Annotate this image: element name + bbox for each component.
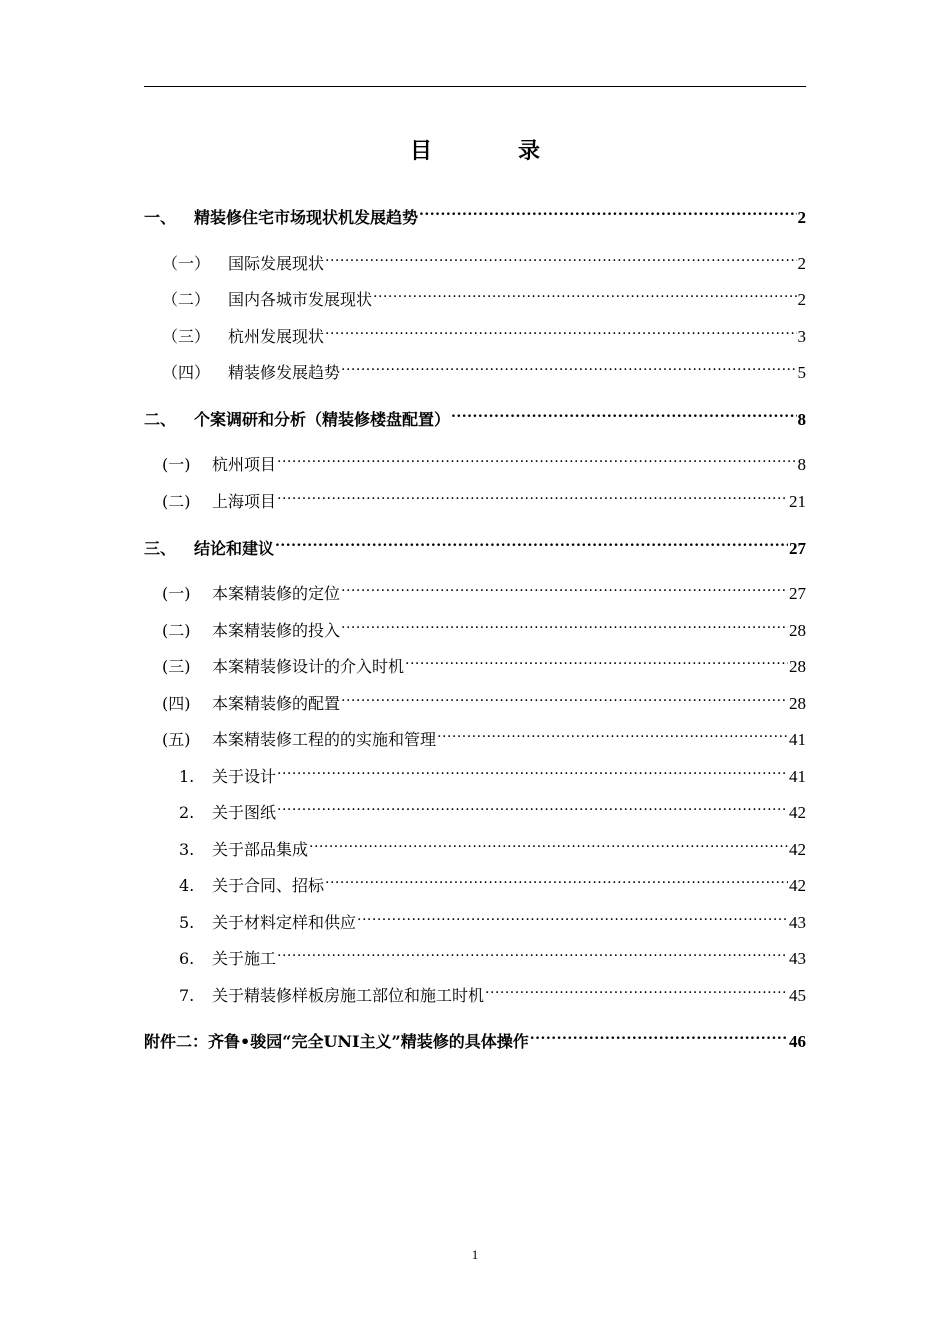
toc-entry-number: 附件二： (144, 1032, 209, 1051)
toc-leader-dots (341, 685, 788, 709)
toc-entry-text: 本案精装修设计的介入时机 (212, 657, 405, 676)
toc-entry-text: 本案精装修的定位 (212, 584, 341, 603)
toc-entry-text: 本案精装修工程的的实施和管理 (212, 730, 437, 749)
toc-entry-number: (二) (162, 492, 191, 511)
toc-entry-page: 28 (789, 657, 806, 676)
toc-leader-dots (277, 794, 788, 818)
toc-entry-number: 2. (179, 803, 195, 822)
toc-entry-number: 7. (179, 986, 195, 1005)
toc-entry-number: 二、 (144, 410, 177, 429)
toc-entry-text: 关于合同、招标 (212, 876, 325, 895)
toc-entry-text: 国内各城市发展现状 (228, 290, 373, 309)
toc-entry-number: （三） (162, 327, 211, 346)
toc-entry-text: 精装修发展趋势 (228, 363, 341, 382)
toc-entry-text: 关于施工 (212, 949, 277, 968)
toc-entry-number: (一) (162, 455, 191, 474)
toc-entry-section-1-4[interactable] (144, 354, 806, 382)
toc-entry-appendix-2[interactable] (144, 1023, 806, 1051)
toc-entry-text: 本案精装修的投入 (212, 621, 341, 640)
toc-leader-dots (419, 199, 796, 223)
toc-entry-item-2[interactable] (144, 794, 806, 822)
toc-entry-page: 2 (797, 208, 806, 227)
toc-leader-dots (485, 977, 788, 1001)
toc-entry-section-3-3[interactable] (144, 648, 806, 676)
toc-entry-item-1[interactable] (144, 758, 806, 786)
toc-leader-dots (277, 758, 788, 782)
toc-entry-page: 27 (789, 584, 806, 603)
toc-entry-number: （四） (162, 363, 211, 382)
toc-leader-dots (341, 612, 788, 636)
toc-leader-dots (373, 281, 796, 305)
toc-leader-dots (275, 530, 788, 554)
toc-entry-page: 42 (789, 876, 806, 895)
toc-entry-text: 关于材料定样和供应 (212, 913, 357, 932)
toc-entry-page: 3 (797, 327, 806, 346)
toc-entry-number: (二) (162, 621, 191, 640)
toc-leader-dots (451, 401, 796, 425)
toc-entry-text: 杭州发展现状 (228, 327, 325, 346)
toc-entry-item-7[interactable] (144, 977, 806, 1005)
toc-entry-section-1-3[interactable] (144, 318, 806, 346)
toc-entry-section-2-1[interactable] (144, 446, 806, 474)
toc-entry-number: (四) (162, 694, 191, 713)
toc-entry-text: 上海项目 (212, 492, 277, 511)
toc-entry-page: 8 (797, 410, 806, 429)
toc-entry-section-1-2[interactable] (144, 281, 806, 309)
toc-entry-text: 关于图纸 (212, 803, 277, 822)
toc-entry-number: 5. (179, 913, 195, 932)
toc-entry-section-3-2[interactable] (144, 612, 806, 640)
toc-leader-dots (277, 483, 788, 507)
toc-entry-page: 2 (797, 254, 806, 273)
toc-entry-section-3-4[interactable] (144, 685, 806, 713)
toc-entry-item-6[interactable] (144, 940, 806, 968)
toc-entry-number: 1. (179, 767, 195, 786)
toc-entry-page: 5 (797, 363, 806, 382)
toc-entry-page: 28 (789, 694, 806, 713)
toc-entry-page: 41 (789, 767, 806, 786)
toc-leader-dots (277, 446, 796, 470)
toc-entry-number: (三) (162, 657, 191, 676)
toc-entry-text: 杭州项目 (212, 455, 277, 474)
toc-entry-text: 本案精装修的配置 (212, 694, 341, 713)
toc-entry-text: 关于设计 (212, 767, 277, 786)
toc-title: 目 录 (409, 138, 572, 164)
toc-entry-page: 2 (797, 290, 806, 309)
toc-entry-section-2-2[interactable] (144, 483, 806, 511)
toc-leader-dots (341, 575, 788, 599)
toc-entry-number: 三、 (144, 539, 177, 558)
toc-entry-item-3[interactable] (144, 831, 806, 859)
toc-entry-page: 42 (789, 840, 806, 859)
toc-entry-number: 3. (179, 840, 195, 859)
toc-entry-page: 28 (789, 621, 806, 640)
toc-entry-section-1-1[interactable] (144, 245, 806, 273)
toc-entry-page: 21 (789, 492, 806, 511)
toc-entry-number: (一) (162, 584, 191, 603)
toc-entry-page: 45 (789, 986, 806, 1005)
toc-leader-dots (530, 1023, 788, 1047)
toc-leader-dots (277, 940, 788, 964)
toc-leader-dots (341, 354, 796, 378)
toc-entry-number: （一） (162, 254, 211, 273)
toc-entry-chapter-3[interactable] (144, 530, 806, 558)
toc-leader-dots (309, 831, 788, 855)
toc-entry-number: 6. (179, 949, 195, 968)
toc-entry-text: 精装修住宅市场现状机发展趋势 (194, 208, 419, 227)
toc-entry-page: 46 (789, 1032, 806, 1051)
page-number: 1 (471, 1247, 479, 1262)
toc-entry-text: 国际发展现状 (228, 254, 325, 273)
toc-leader-dots (325, 318, 796, 342)
toc-entry-text: 关于精装修样板房施工部位和施工时机 (212, 986, 485, 1005)
toc-leader-dots (325, 867, 788, 891)
toc-entry-number: 4. (179, 876, 195, 895)
toc-leader-dots (357, 904, 788, 928)
toc-entry-section-3-1[interactable] (144, 575, 806, 603)
toc-entry-page: 8 (797, 455, 806, 474)
toc-entry-number: (五) (162, 730, 191, 749)
toc-entry-item-4[interactable] (144, 867, 806, 895)
toc-entry-page: 43 (789, 913, 806, 932)
toc-entry-text: 齐鲁•骏园“完全UNI主义”精装修的具体操作 (208, 1032, 529, 1051)
toc-entry-page: 27 (789, 539, 806, 558)
toc-leader-dots (325, 245, 796, 269)
toc-entry-number: 一、 (144, 208, 177, 227)
toc-entry-text: 结论和建议 (194, 539, 275, 558)
toc-entry-chapter-2[interactable] (144, 401, 806, 429)
toc-entry-page: 43 (789, 949, 806, 968)
toc-entry-page: 42 (789, 803, 806, 822)
toc-entry-text: 关于部品集成 (212, 840, 309, 859)
header-rule (144, 86, 806, 87)
toc-leader-dots (437, 721, 788, 745)
toc-entry-item-5[interactable] (144, 904, 806, 932)
toc-leader-dots (405, 648, 788, 672)
toc-entry-page: 41 (789, 730, 806, 749)
toc-entry-text: 个案调研和分析（精装修楼盘配置） (194, 410, 451, 429)
toc-entry-section-3-5[interactable] (144, 721, 806, 749)
toc-entry-chapter-1[interactable] (144, 199, 806, 227)
toc-entry-number: （二） (162, 290, 211, 309)
